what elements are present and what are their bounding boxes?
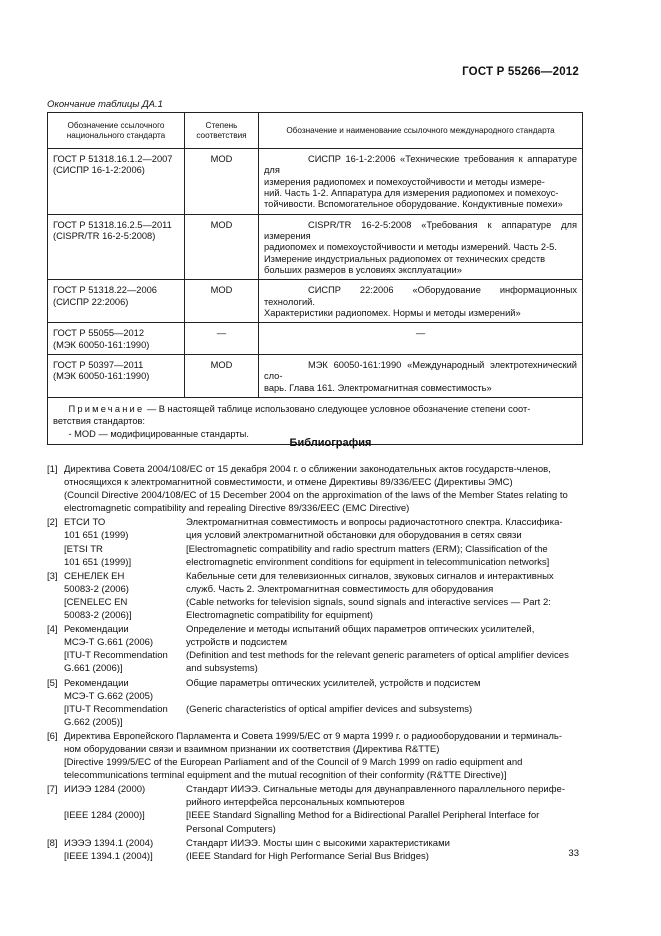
entry-number: [4]: [47, 624, 58, 636]
table-caption: Окончание таблицы ДА.1: [47, 99, 163, 110]
note-label: Примечание: [68, 403, 145, 414]
table-row: [48, 354, 583, 397]
entry-number: [47, 703, 64, 729]
bibliography-list: [47, 462, 583, 863]
degree-cell: MOD: [185, 354, 259, 397]
bibliography-entry: [47, 837, 583, 850]
bibliography-entry: [47, 703, 583, 729]
header-international-standard: Обозначение и наименование ссылочного международного стандарта: [259, 113, 583, 149]
table-row: [48, 323, 583, 355]
bibliography-title: Библиография: [289, 437, 372, 449]
bibliography-entry: [47, 649, 583, 675]
entry-designation: ИЭЭЭ 1394.1 (2004): [64, 837, 154, 849]
entry-designation: Рекомендации МСЭ-Т G.662 (2005): [64, 677, 154, 702]
entry-text: Директива Европейского Парламента и Совета 1999/5/ЕС от 9 марта 1999 г. о радиооборудовании и терминаль- ном оборудовании связи и взаимном признании их соответствия (Директива R&TTE) [Directive 1999/5/EC of the European Parliament and of the Council of 9 March 1999 on radio equipment and telecommunications terminal equipment and the mutual recognition of their conformity (R&TTE Directive)]: [64, 730, 563, 782]
page-number: 33: [568, 848, 579, 859]
intl-standard-cell: —: [259, 323, 583, 355]
header-degree: Степень соответствия: [185, 113, 259, 149]
bibliography-entry: [47, 730, 583, 782]
degree-cell: MOD: [185, 214, 259, 280]
entry-title: (Generic characteristics of optical ampifier devices and subsystems): [186, 703, 473, 715]
bibliography-entry: [47, 850, 583, 863]
entry-designation: [IEEE 1394.1 (2004)]: [64, 850, 153, 862]
entry-title: Общие параметры оптических усилителей, устройств и подсистем: [186, 677, 481, 689]
header-national-standard: Обозначение ссылочного национального стандарта: [48, 113, 185, 149]
entry-designation: Рекомендации МСЭ-Т G.661 (2006): [64, 624, 154, 649]
entry-text: Директива Совета 2004/108/ЕС от 15 декабря 2004 г. о сближении законодательных актов государств-членов, относящихся к электромагнитной совместимости, и отмене Директивы 89/336/ЕЕС (Директивы ЭМС) (Council Directive 2004/108/EC of 15 December 2004 on the approximation of the laws of the Member States relating to electromagnetic compatibility and repealing Directive 89/336/EEC (EMC Directive): [64, 464, 568, 515]
table-row: [48, 214, 583, 280]
entry-designation: [ITU-T Recommendation G.661 (2006)]: [64, 650, 168, 675]
bibliography-entry: [47, 783, 583, 809]
standard-designation: ГОСТ Р 55266—2012: [462, 66, 579, 78]
entry-title: Электромагнитная совместимость и вопросы радиочастотного спектра. Классифика- ция условий электромагнитной обстановки для оборудования в сетях связи: [186, 517, 563, 542]
entry-number: [47, 649, 64, 675]
entry-number: [3]: [47, 570, 58, 582]
table-row: [48, 280, 583, 323]
bibliography-entry: [47, 516, 583, 542]
national-standard-cell: ГОСТ Р 51318.22—2006 (СИСПР 22:2006): [48, 280, 185, 323]
national-standard-cell: ГОСТ Р 51318.16.1.2—2007 (СИСПР 16-1-2:2006): [48, 149, 185, 215]
entry-designation: [IEEE 1284 (2000)]: [64, 810, 145, 822]
intl-standard-cell: СИСПР 16-1-2:2006 «Технические требования к аппаратуре для измерения радиопомех и помехоустойчивости и методы измере- ний. Часть 1-2. Аппаратура для измерения радиопомех и помехоус- тойчивости. Вспомогательное оборудование. Кондуктивные помехи»: [259, 149, 583, 215]
entry-number: [5]: [47, 677, 58, 689]
reference-standards-table: [47, 112, 583, 445]
entry-designation: ЕТСИ ТО 101 651 (1999): [64, 517, 129, 542]
entry-title: Стандарт ИИЭЭ. Мосты шин с высокими характеристиками: [186, 837, 450, 849]
entry-number: [47, 809, 64, 835]
entry-title: [IEEE Standard Signalling Method for a Bidirectional Parallel Peripheral Interface for Personal Computers): [186, 810, 540, 835]
entry-number: [47, 850, 64, 863]
bibliography-entry: [47, 463, 583, 515]
entry-title: [Electromagnetic compatibility and radio spectrum matters (ERM); Classification of the electromagnetic environment conditions for equipment in telecommunication networks]: [186, 543, 550, 568]
entry-number: [8]: [47, 837, 58, 849]
bibliography-entry: [47, 809, 583, 835]
entry-designation: СЕНЕЛЕК ЕН 50083-2 (2006): [64, 570, 129, 595]
entry-designation: [ITU-T Recommendation G.662 (2005)]: [64, 703, 168, 728]
bibliography-entry: [47, 570, 583, 596]
entry-number: [47, 596, 64, 622]
bibliography-entry: [47, 623, 583, 649]
entry-title: Определение и методы испытаний общих параметров оптических усилителей, устройств и подсистем: [186, 624, 535, 649]
entry-designation: ИИЭЭ 1284 (2000): [64, 784, 146, 796]
national-standard-cell: ГОСТ Р 51318.16.2.5—2011 (CISPR/TR 16-2-5:2008): [48, 214, 185, 280]
entry-number: [1]: [47, 464, 58, 475]
entry-title: (Definition and test methods for the relevant generic parameters of optical amplifier devices and subsystems): [186, 650, 569, 675]
intl-standard-cell: СИСПР 22:2006 «Оборудование информационных технологий. Характеристики радиопомех. Нормы и методы измерений»: [259, 280, 583, 323]
entry-number: [7]: [47, 784, 58, 796]
entry-designation: [CENELEC EN 50083-2 (2006)]: [64, 596, 132, 622]
bibliography-entry: [47, 596, 583, 622]
bibliography-entry: [47, 677, 583, 703]
entry-number: [2]: [47, 517, 58, 529]
degree-cell: MOD: [185, 280, 259, 323]
intl-standard-cell: CISPR/TR 16-2-5:2008 «Требования к аппаратуре для измерения радиопомех и помехоустойчивости и методы измерений. Часть 2-5. Измерение индустриальных радиопомех от технических средств больших размеров в условиях эксплуатации»: [259, 214, 583, 280]
bibliography-entry: [47, 543, 583, 569]
national-standard-cell: ГОСТ Р 55055—2012 (МЭК 60050-161:1990): [48, 323, 185, 355]
degree-cell: MOD: [185, 149, 259, 215]
entry-title: (IEEE Standard for High Performance Serial Bus Bridges): [186, 850, 429, 862]
entry-number: [6]: [47, 730, 58, 742]
table-row: [48, 149, 583, 215]
entry-designation: [ETSI TR 101 651 (1999)]: [64, 543, 132, 568]
table-header-row: [48, 113, 583, 149]
national-standard-cell: ГОСТ Р 50397—2011 (МЭК 60050-161:1990): [48, 354, 185, 397]
entry-title: Стандарт ИИЭЭ. Сигнальные методы для двунаправленного параллельного перифе- рийного интерфейса персональных компьютеров: [186, 784, 565, 809]
table-note: Примечание — В настоящей таблице использовано следующее условное обозначение степени соот- ветствия стандартов: - MOD — модифицированные стандарты.: [48, 397, 583, 444]
entry-title: Кабельные сети для телевизионных сигналов, звуковых сигналов и интерактивных служб. Часть 2. Электромагнитная совместимость для оборудования: [186, 570, 554, 595]
intl-standard-cell: МЭК 60050-161:1990 «Международный электротехнический сло- варь. Глава 161. Электромагнитная совместимость»: [259, 354, 583, 397]
entry-number: [47, 543, 64, 569]
degree-cell: —: [185, 323, 259, 355]
entry-title: (Cable networks for television signals, sound signals and interactive services — Part 2: Electromagnetic compatibility for equipment): [186, 596, 551, 622]
